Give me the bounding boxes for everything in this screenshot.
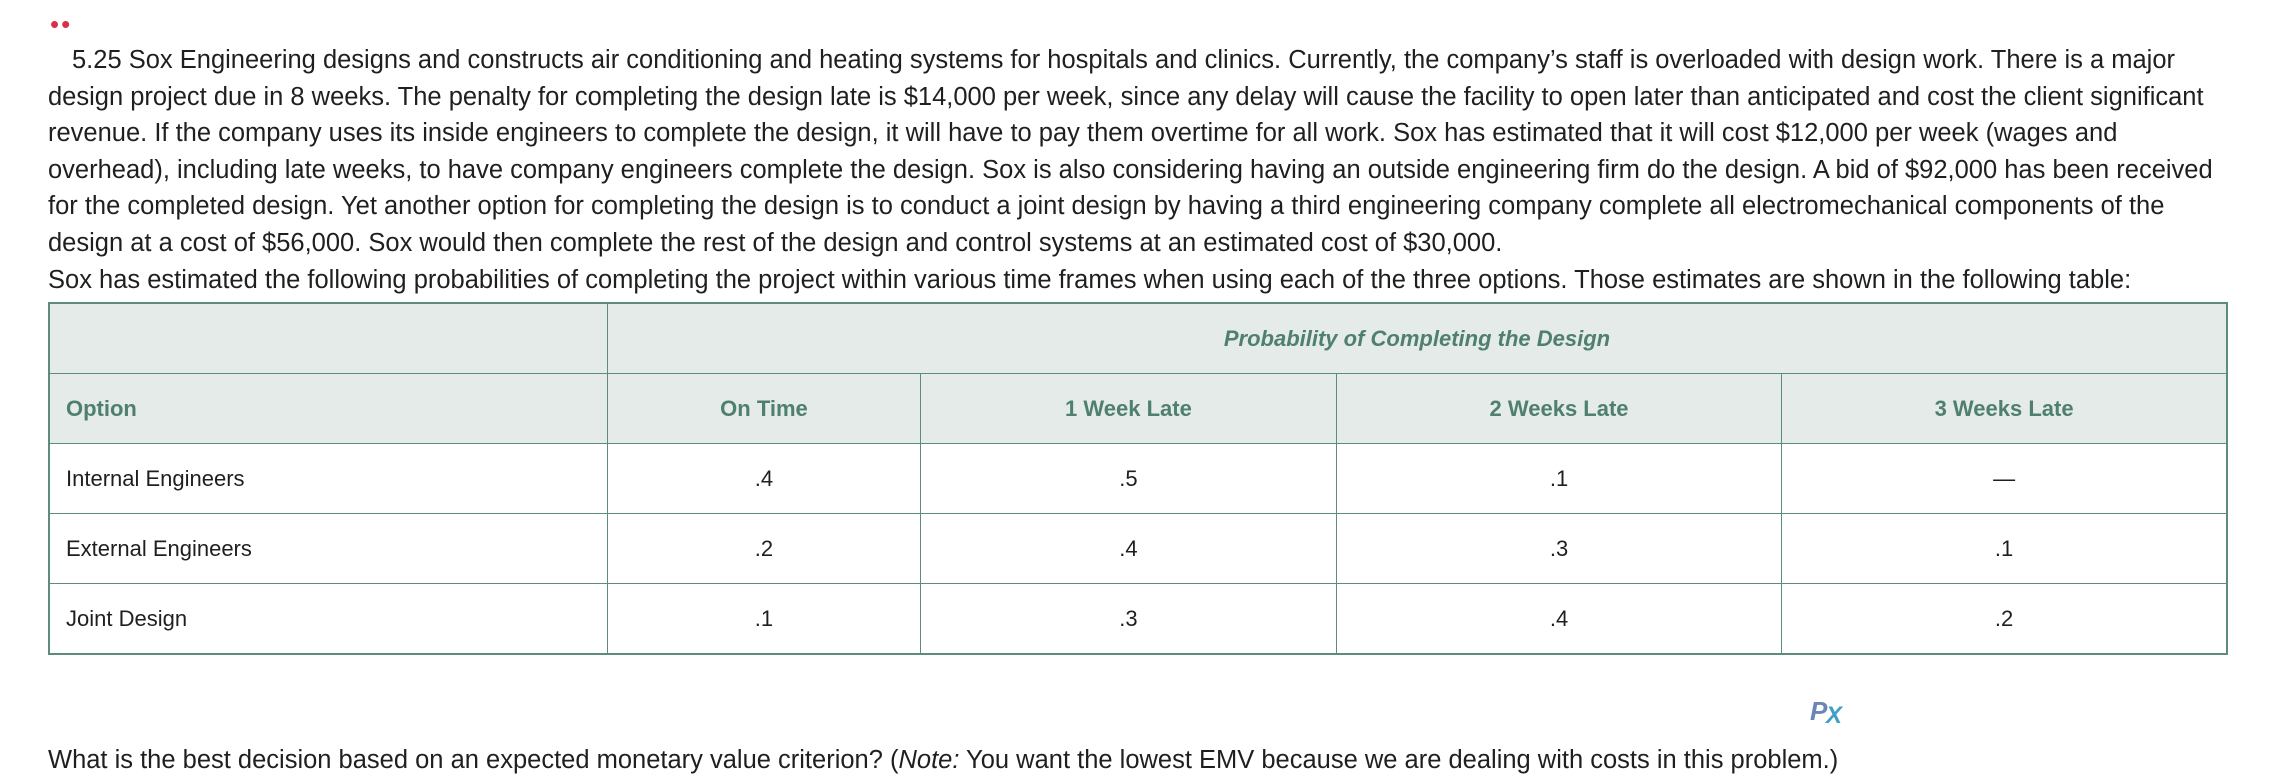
svg-text:X: X — [1826, 702, 1843, 726]
question-text — [48, 742, 1838, 778]
row-option-name: Joint Design — [49, 584, 607, 655]
option-header: Option — [49, 374, 607, 444]
cell-2-weeks-late: .3 — [1336, 514, 1781, 584]
row-option-name: Internal Engineers — [49, 444, 607, 514]
px-logo-icon — [1810, 696, 1854, 726]
caption-empty-cell — [49, 303, 607, 374]
header-3-weeks-late: 3 Weeks Late — [1782, 374, 2227, 444]
header-1-week-late: 1 Week Late — [920, 374, 1336, 444]
row-option-name: External Engineers — [49, 514, 607, 584]
table-row — [49, 584, 2227, 655]
cell-on-time: .1 — [607, 584, 920, 655]
header-on-time: On Time — [607, 374, 920, 444]
cell-3-weeks-late: .1 — [1782, 514, 2227, 584]
header-2-weeks-late: 2 Weeks Late — [1336, 374, 1781, 444]
table-row — [49, 514, 2227, 584]
svg-text:P: P — [1810, 696, 1828, 726]
question-note-label: Note: — [898, 746, 960, 774]
required-indicator: •• — [50, 9, 73, 39]
cell-on-time: .4 — [607, 444, 920, 514]
problem-text: Sox Engineering designs and constructs air conditioning and heating systems for hospitals and clinics. Currently, the company’s staff is overloaded with design work. There is a major design project due in 8 weeks. The penalty for completing the design late is $14,000 per week, since any delay will cause the facility to open later than anticipated and cost the client significant revenue. If the company uses its inside engineers to complete the design, it will have to pay them overtime for all work. Sox has estimated that it will cost $12,000 per week (wages and overhead), including late weeks, to have company engineers complete the design. Sox is also considering having an outside engineering firm do the design. A bid of $92,000 has been received for the completed design. Yet another option for completing the design is to conduct a joint design by having a third engineering company complete all electromechanical components of the design at a cost of $56,000. Sox would then complete the rest of the design and control systems at an estimated cost of $30,000. — [48, 46, 2213, 257]
table-intro: Sox has estimated the following probabilities of completing the project within various time frames when using each of the three options. Those estimates are shown in the following table: — [48, 266, 2132, 294]
cell-1-week-late: .5 — [920, 444, 1336, 514]
question-before: What is the best decision based on an expected monetary value criterion? ( — [48, 746, 899, 774]
cell-on-time: .2 — [607, 514, 920, 584]
cell-3-weeks-late: — — [1782, 444, 2227, 514]
problem-number: 5.25 — [72, 46, 122, 74]
cell-2-weeks-late: .1 — [1336, 444, 1781, 514]
cell-2-weeks-late: .4 — [1336, 584, 1781, 655]
question-after: You want the lowest EMV because we are dealing with costs in this problem.) — [959, 746, 1839, 774]
probability-table — [48, 302, 2228, 655]
table-caption: Probability of Completing the Design — [607, 303, 2227, 374]
cell-1-week-late: .3 — [920, 584, 1336, 655]
table-caption-row — [49, 303, 2227, 374]
cell-3-weeks-late: .2 — [1782, 584, 2227, 655]
table-row — [49, 444, 2227, 514]
table-header-row — [49, 374, 2227, 444]
cell-1-week-late: .4 — [920, 514, 1336, 584]
problem-statement — [48, 42, 2236, 262]
